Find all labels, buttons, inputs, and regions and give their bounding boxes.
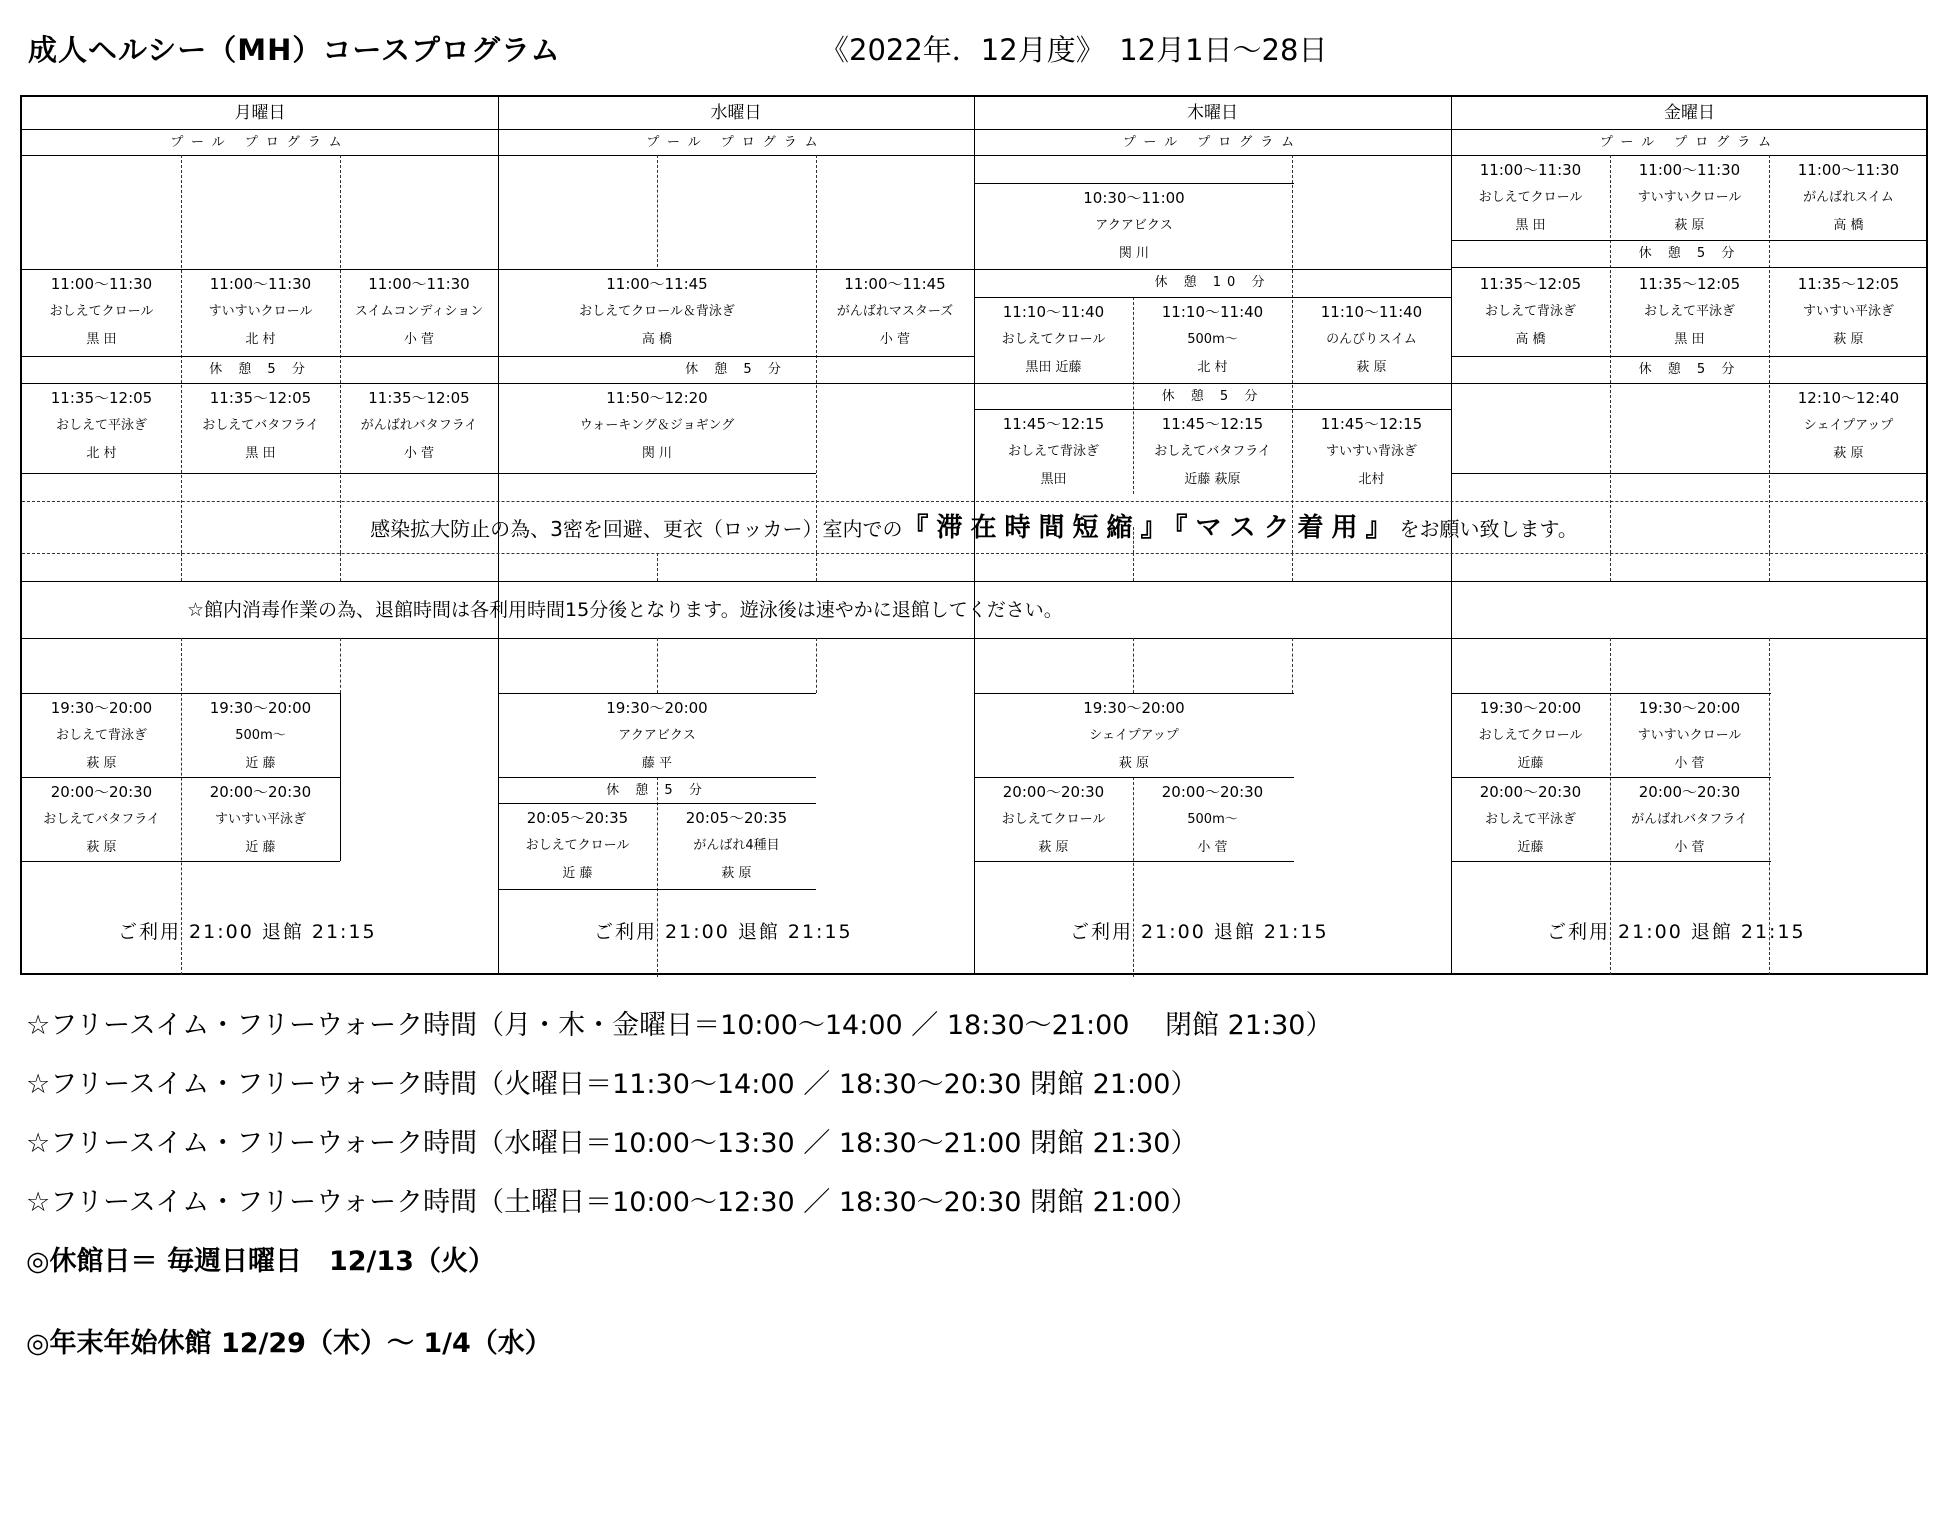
subcolumn-divider [181,155,182,553]
subcolumn-divider [816,155,817,553]
class-cell [1133,410,1292,494]
class-time: 11:35～12:05 [50,389,153,407]
subcolumn-divider [1769,553,1770,581]
class-cell [498,270,816,354]
class-cell [22,384,181,468]
class-coach: 北 村 [1197,360,1228,375]
class-coach: 藤 平 [641,756,673,771]
year-end-closure: ◎年末年始休館 12/29（木）～ 1/4（水） [26,1328,552,1359]
pool-program-label: プール プログラム [170,135,350,150]
class-name: アクアビクス [1095,218,1173,233]
class-time: 12:10～12:40 [1797,389,1900,407]
class-coach: 高 橋 [641,332,673,347]
rest-break: 休 憩 5 分 [1638,246,1741,261]
class-cell [974,410,1133,494]
rest-break: 休 憩 5 分 [209,362,311,377]
row-divider [1451,267,1928,268]
rest-break: 休 憩 5 分 [606,783,708,798]
class-coach: 北村 [1358,472,1385,487]
class-name: おしえて背泳ぎ [1007,444,1099,459]
class-time: 11:50～12:20 [606,389,708,407]
class-time: 11:00～11:30 [1797,161,1900,179]
pool-program-label: プール プログラム [1599,135,1780,150]
notice-border [22,553,1928,554]
class-name: スイムコンディション [354,304,484,319]
class-cell [974,184,1294,268]
schedule-period: 《2022年．12月度》 12月1日～28日 [820,33,1328,67]
class-cell [181,384,340,468]
class-time: 11:35～12:05 [1797,275,1900,293]
free-swim-sat: ☆フリースイム・フリーウォーク時間（土曜日＝10:00～12:30 ／ 18:30～20:30 閉館 21:00） [26,1187,1198,1218]
class-coach: 黒田 近藤 [1025,360,1082,375]
class-coach: 小 菅 [403,446,435,461]
class-name: アクアビクス [618,728,696,743]
class-name: シェイプアップ [1089,728,1179,743]
class-cell [22,778,181,862]
class-cell [657,804,816,888]
class-cell [1610,156,1769,240]
class-cell [498,804,657,888]
class-time: 11:35～12:05 [1479,275,1582,293]
class-time: 20:05～20:35 [526,809,629,827]
class-name: がんばれ4種目 [693,838,780,853]
class-name: おしえてバタフライ [43,812,160,827]
pool-program-label: プール プログラム [1122,135,1303,150]
class-cell [1769,384,1928,468]
class-cell [1610,694,1769,778]
class-name: 500m～ [1187,812,1238,827]
class-time: 11:45～12:15 [1002,415,1105,433]
class-coach: 関 川 [1118,246,1150,261]
class-cell [1451,694,1610,778]
closing-time-friday: ご利用 21:00 退館 21:15 [1547,921,1806,943]
subcolumn-divider [340,693,341,861]
class-coach: 萩 原 [721,866,752,881]
class-cell [22,270,181,354]
class-name: のんびりスイム [1326,332,1417,347]
class-time: 19:30～20:00 [50,699,153,717]
class-cell [340,270,498,354]
class-cell [1769,270,1928,354]
class-coach: 近 藤 [245,840,276,855]
class-coach: 黒 田 [86,332,117,347]
subcolumn-divider [816,553,817,581]
class-coach: 近 藤 [245,756,276,771]
class-name: がんばれマスターズ [836,304,954,319]
class-name: おしえてクロール [525,838,630,853]
class-coach: 近藤 萩原 [1184,472,1241,487]
class-time: 11:10～11:40 [1002,303,1105,321]
subcolumn-divider [657,553,658,581]
rest-break: 休 憩 5 分 [1638,362,1741,377]
class-time: 19:30～20:00 [606,699,708,717]
subcolumn-divider [340,553,341,581]
rest-break: 休 憩 5 分 [685,362,787,377]
class-name: おしえて背泳ぎ [55,728,147,743]
class-time: 11:00～11:45 [844,275,946,293]
class-coach: 高 橋 [1833,218,1864,233]
class-cell [1451,270,1610,354]
subcolumn-divider [1610,553,1611,581]
class-time: 11:00～11:30 [368,275,470,293]
class-cell [498,384,816,468]
class-name: シェイプアップ [1803,418,1894,433]
class-coach: 萩 原 [1118,756,1150,771]
class-cell [1133,778,1292,862]
row-divider [22,129,1928,130]
class-cell [1292,298,1451,382]
infection-notice: 感染拡大防止の為、3密を回避、更衣（ロッカー）室内での『滞在時間短縮』『マスク着用』をお願い致します。 [370,513,1578,543]
class-coach: 萩 原 [1833,446,1864,461]
subcolumn-divider [816,638,817,693]
class-name: 500m～ [235,728,286,743]
subcolumn-divider [340,155,341,553]
class-time: 20:00～20:30 [1479,783,1582,801]
class-time: 11:00～11:30 [1638,161,1741,179]
class-name: おしえて背泳ぎ [1484,304,1576,319]
class-time: 11:10～11:40 [1161,303,1264,321]
class-name: がんばれスイム [1803,190,1894,205]
class-name: ウォーキング＆ジョギング [579,418,735,433]
subcolumn-divider [340,638,341,693]
class-time: 11:45～12:15 [1320,415,1423,433]
subcolumn-divider [1133,638,1134,693]
class-time: 20:00～20:30 [1002,783,1105,801]
class-coach: 萩 原 [1833,332,1864,347]
row-divider [22,473,498,474]
notice-border [22,501,1928,502]
class-time: 20:00～20:30 [1161,783,1264,801]
class-coach: 萩 原 [1038,840,1069,855]
notice-border [22,638,1928,639]
class-time: 11:35～12:05 [1638,275,1741,293]
closing-time-monday: ご利用 21:00 退館 21:15 [118,921,377,943]
pool-program-label: プール プログラム [646,135,826,150]
class-cell [816,270,974,354]
class-time: 11:00～11:30 [50,275,153,293]
class-cell [974,298,1133,382]
day-header-thursday: 木曜日 [1187,103,1238,123]
class-cell [498,694,816,778]
class-time: 11:10～11:40 [1320,303,1423,321]
class-coach: 小 菅 [1197,840,1228,855]
class-name: おしえて平泳ぎ [55,418,147,433]
subcolumn-divider [181,553,182,581]
class-coach: 萩 原 [86,756,117,771]
class-coach: 小 菅 [1674,756,1705,771]
class-name: すいすいクロール [1637,728,1742,743]
subcolumn-divider [1292,638,1293,693]
class-cell [1769,156,1928,240]
class-cell [1133,298,1292,382]
class-time: 11:35～12:05 [368,389,470,407]
class-time: 10:30～11:00 [1083,189,1185,207]
row-divider [498,889,816,890]
closing-time-wednesday: ご利用 21:00 退館 21:15 [594,921,853,943]
class-time: 20:00～20:30 [209,783,312,801]
class-name: おしえて平泳ぎ [1484,812,1576,827]
class-cell [1451,156,1610,240]
class-name: おしえてクロール [1001,332,1106,347]
class-name: おしえてクロール [1001,812,1106,827]
class-name: すいすい平泳ぎ [214,812,306,827]
closing-time-thursday: ご利用 21:00 退館 21:15 [1070,921,1329,943]
class-cell [340,384,498,468]
class-coach: 関 川 [641,446,673,461]
class-coach: 小 菅 [879,332,911,347]
class-name: おしえてクロール [1478,190,1583,205]
class-cell [974,694,1294,778]
class-coach: 近 藤 [562,866,593,881]
class-name: すいすい平泳ぎ [1802,304,1894,319]
class-coach: 小 菅 [1674,840,1705,855]
subcolumn-divider [657,638,658,693]
class-cell [181,270,340,354]
class-name: すいすいクロール [1637,190,1742,205]
free-swim-tue: ☆フリースイム・フリーウォーク時間（火曜日＝11:30～14:00 ／ 18:30～20:30 閉館 21:00） [26,1069,1198,1100]
disinfection-notice: ☆館内消毒作業の為、退館時間は各利用時間15分後となります。遊泳後は速やかに退館してください。 [187,599,1063,621]
class-cell [974,778,1133,862]
class-name: がんばれバタフライ [1631,812,1748,827]
class-time: 19:30～20:00 [1638,699,1741,717]
class-name: 500m～ [1187,332,1238,347]
class-time: 11:00～11:45 [606,275,708,293]
class-cell [1610,778,1769,862]
class-name: おしえてクロール [49,304,154,319]
class-cell [1451,778,1610,862]
class-name: がんばれバタフライ [360,418,478,433]
class-coach: 黒 田 [1674,332,1705,347]
class-time: 19:30～20:00 [1479,699,1582,717]
class-time: 20:05～20:35 [685,809,788,827]
subcolumn-divider [1133,553,1134,581]
class-time: 11:35～12:05 [209,389,312,407]
page-title: 成人ヘルシー（MH）コースプログラム [28,33,561,67]
free-swim-wed: ☆フリースイム・フリーウォーク時間（水曜日＝10:00～13:30 ／ 18:30～21:00 閉館 21:30） [26,1128,1198,1159]
class-time: 11:45～12:15 [1161,415,1264,433]
notice-border [22,581,1928,582]
class-coach: 北 村 [86,446,117,461]
row-divider [1451,473,1928,474]
row-divider [498,473,816,474]
class-cell [181,694,340,778]
rest-break: 休 憩 5 分 [1161,389,1264,404]
subcolumn-divider [1292,553,1293,581]
schedule-table [20,95,1928,975]
free-swim-mon-thu-fri: ☆フリースイム・フリーウォーク時間（月・木・金曜日＝10:00～14:00 ／ 18:30～21:00 閉館 21:30） [26,1010,1333,1041]
rest-break: 休 憩 10 分 [1154,275,1271,290]
class-coach: 小 菅 [403,332,435,347]
class-name: おしえてバタフライ [202,418,319,433]
class-coach: 近藤 [1517,756,1544,771]
class-name: おしえてバタフライ [1154,444,1271,459]
class-cell [22,694,181,778]
class-name: すいすいクロール [208,304,313,319]
day-header-monday: 月曜日 [234,103,286,123]
class-time: 11:00～11:30 [1479,161,1582,179]
class-time: 20:00～20:30 [1638,783,1741,801]
class-coach: 萩 原 [1674,218,1705,233]
class-name: すいすい背泳ぎ [1325,444,1417,459]
class-time: 19:30～20:00 [209,699,312,717]
class-coach: 黒 田 [1515,218,1546,233]
class-coach: 黒 田 [245,446,276,461]
class-name: おしえて平泳ぎ [1643,304,1735,319]
class-coach: 北 村 [245,332,276,347]
class-cell [1292,410,1451,494]
class-coach: 萩 原 [1356,360,1387,375]
class-coach: 萩 原 [86,840,117,855]
day-header-friday: 金曜日 [1664,103,1715,123]
class-time: 11:00～11:30 [209,275,312,293]
day-header-wednesday: 水曜日 [710,103,762,123]
class-time: 20:00～20:30 [50,783,153,801]
class-coach: 近藤 [1517,840,1544,855]
class-cell [1610,270,1769,354]
class-coach: 高 橋 [1515,332,1546,347]
closed-days: ◎休館日＝ 毎週日曜日 12/13（火） [26,1246,495,1277]
class-coach: 黒田 [1040,472,1067,487]
class-name: おしえてクロール [1478,728,1583,743]
class-name: おしえてクロール＆背泳ぎ [579,304,735,319]
subcolumn-divider [657,155,658,267]
class-cell [181,778,340,862]
class-time: 19:30～20:00 [1083,699,1185,717]
